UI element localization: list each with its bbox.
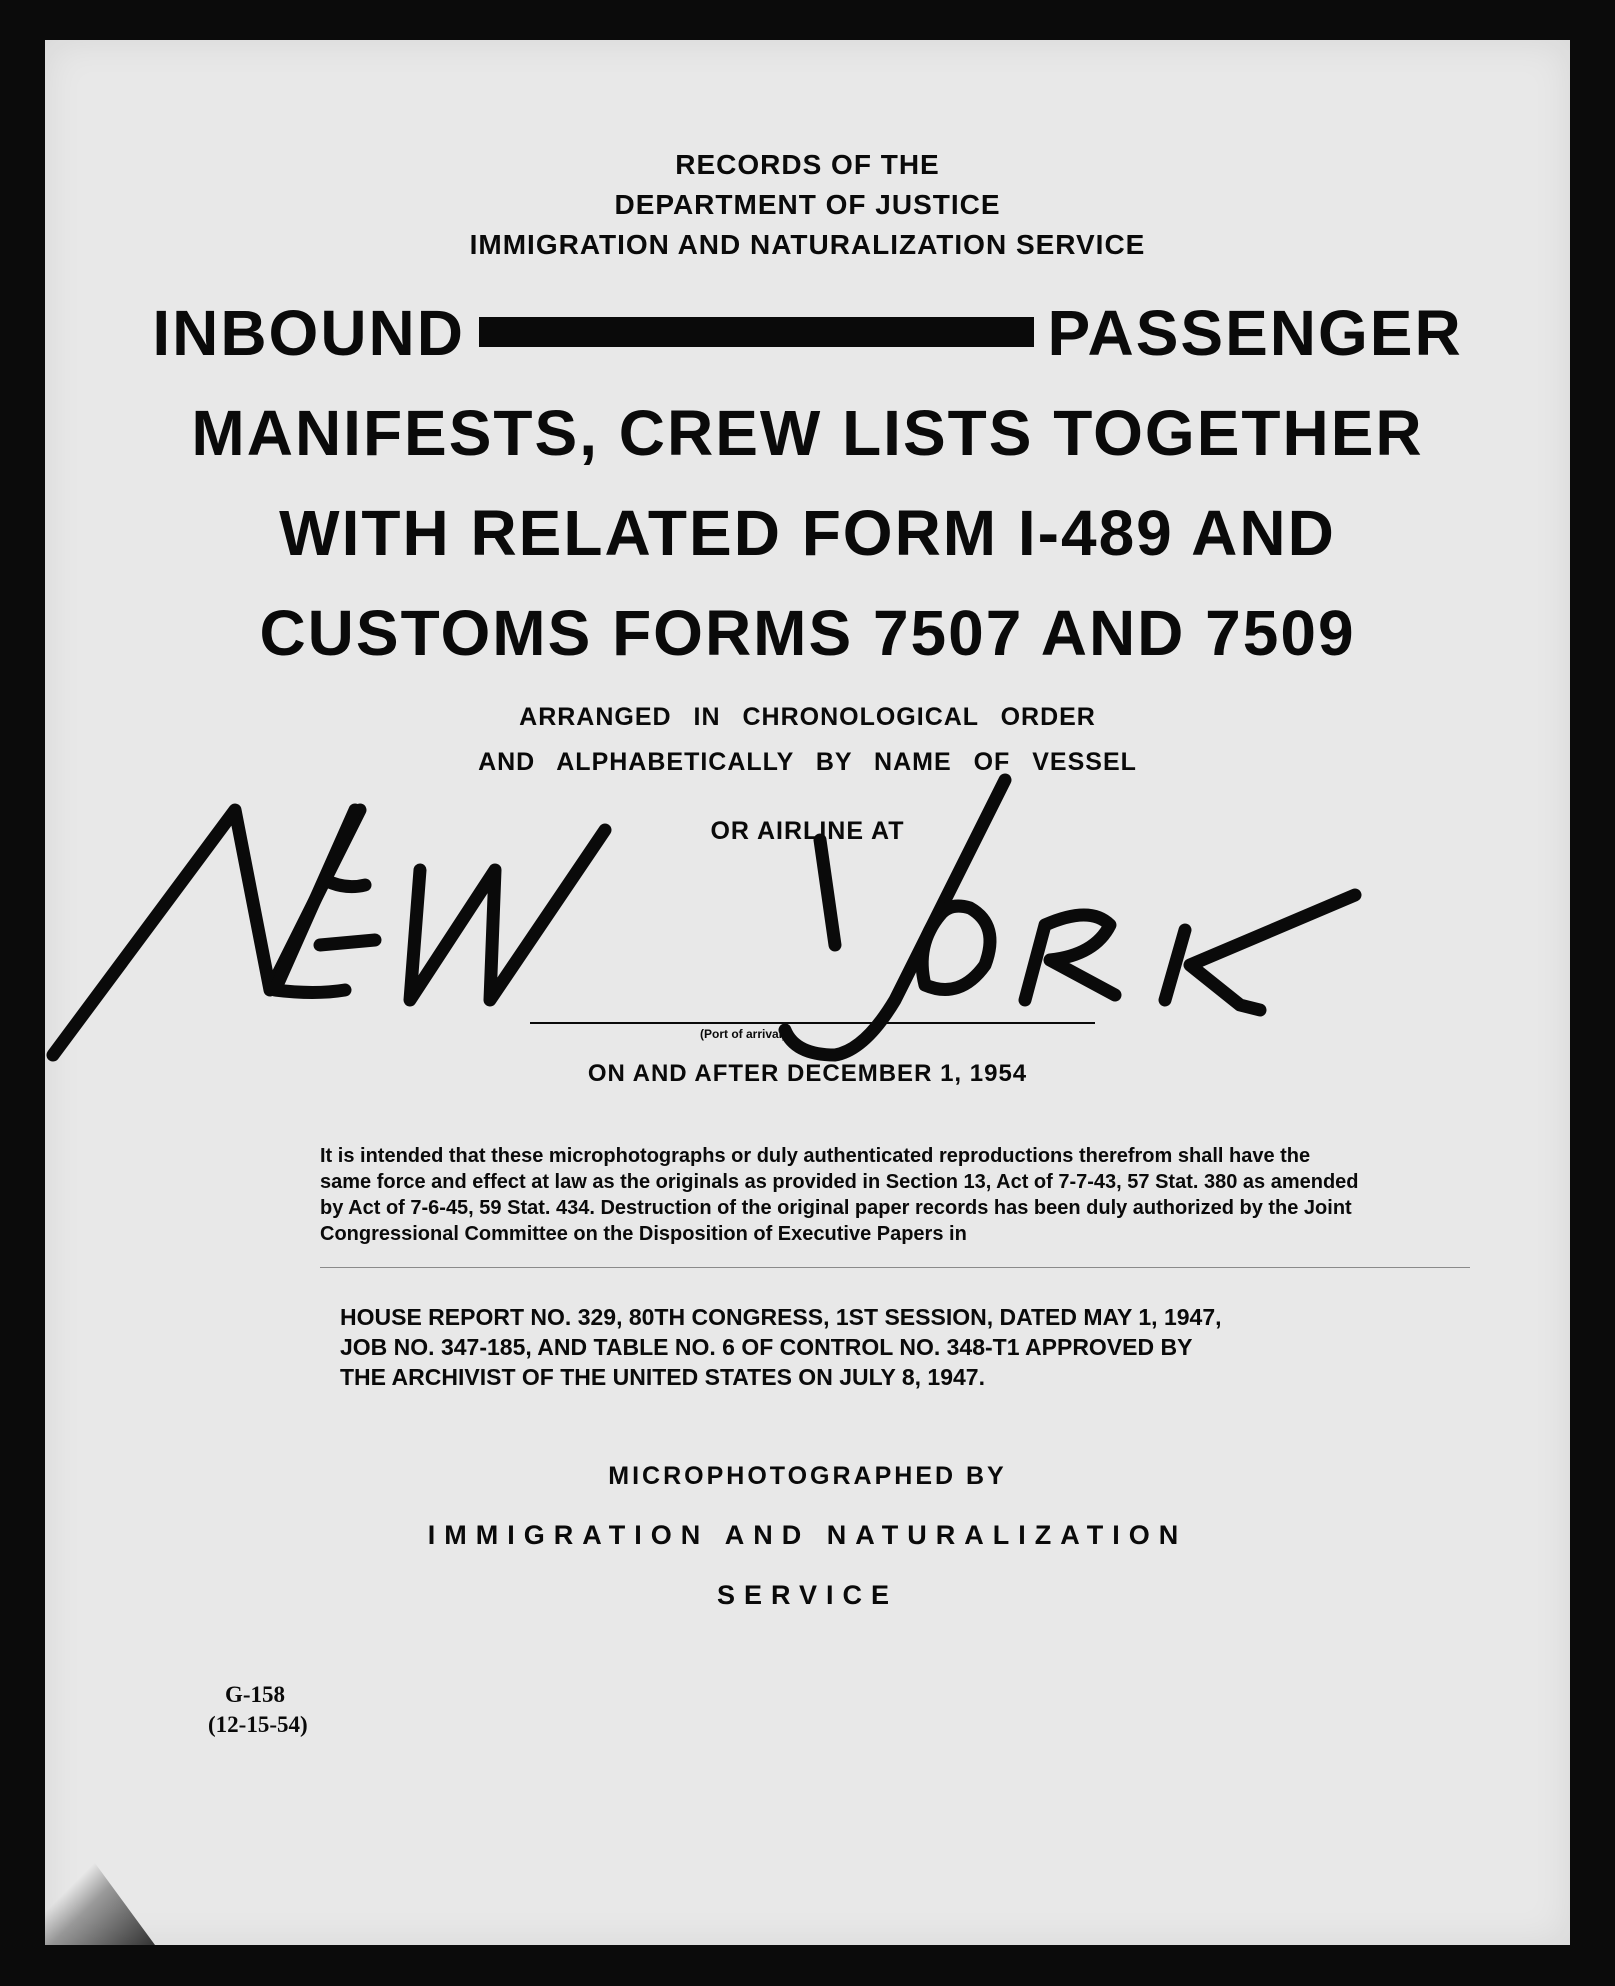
- title-inbound: INBOUND: [152, 297, 465, 369]
- title-passenger: PASSENGER: [1047, 297, 1463, 369]
- handwritten-letter-r: [1025, 915, 1115, 1000]
- redaction-bar: [479, 317, 1034, 347]
- form-date: (12-15-54): [208, 1712, 308, 1737]
- footer-service-line: SERVICE: [716, 1580, 899, 1610]
- date-line: ON AND AFTER DECEMBER 1, 1954: [587, 1060, 1028, 1087]
- divider-line: [320, 1267, 1470, 1268]
- title-line-4: CUSTOMS FORMS 7507 AND 7509: [259, 597, 1356, 669]
- alphabetically-line: AND ALPHABETICALLY BY NAME OF VESSEL: [478, 748, 1137, 776]
- document-page: [45, 40, 1570, 1945]
- port-caption: (Port of arrival): [700, 1027, 787, 1041]
- house-report-line-2: JOB NO. 347-185, AND TABLE NO. 6 OF CONTROL NO. 348-T1 APPROVED BY: [340, 1334, 1193, 1360]
- page-curl-corner: [45, 1795, 155, 1945]
- house-report-line-3: THE ARCHIVIST OF THE UNITED STATES ON JULY 8, 1947.: [340, 1364, 985, 1390]
- header-department-line: DEPARTMENT OF JUSTICE: [614, 189, 1001, 220]
- title-line-3: WITH RELATED FORM I-489 AND: [279, 497, 1336, 569]
- form-number: G-158: [225, 1682, 286, 1707]
- title-line-2: MANIFESTS, CREW LISTS TOGETHER: [191, 397, 1424, 469]
- handwritten-letter-k: [1165, 895, 1355, 1010]
- arranged-line: ARRANGED IN CHRONOLOGICAL ORDER: [519, 703, 1096, 731]
- header-records-line: RECORDS OF THE: [675, 149, 940, 180]
- microphotographed-by: MICROPHOTOGRAPHED BY: [608, 1462, 1007, 1490]
- header-ins-line: IMMIGRATION AND NATURALIZATION SERVICE: [469, 229, 1146, 260]
- house-report-line-1: HOUSE REPORT NO. 329, 80TH CONGRESS, 1ST SESSION, DATED MAY 1, 1947,: [340, 1304, 1222, 1330]
- airline-line: OR AIRLINE AT: [710, 817, 905, 845]
- handwritten-letter-w: [410, 830, 605, 1000]
- footer-ins-line: IMMIGRATION AND NATURALIZATION: [427, 1520, 1188, 1550]
- handwritten-letter-n: [53, 810, 360, 1055]
- handwritten-letter-o: [922, 906, 990, 989]
- legal-paragraph: It is intended that these microphotographs or duly authenticated reproductions therefrom shall have the same force and effect at law as the originals as provided in Section 13, Act of 7-7-43, 57 Stat. 380 as amended by Act of 7-6-45, 59 Stat. 434. Destruction of the original paper records has been duly authorized by the Joint Congressional Committee on the Disposition of Executive Papers in: [320, 1145, 1359, 1245]
- title-line-1: [45, 285, 1570, 381]
